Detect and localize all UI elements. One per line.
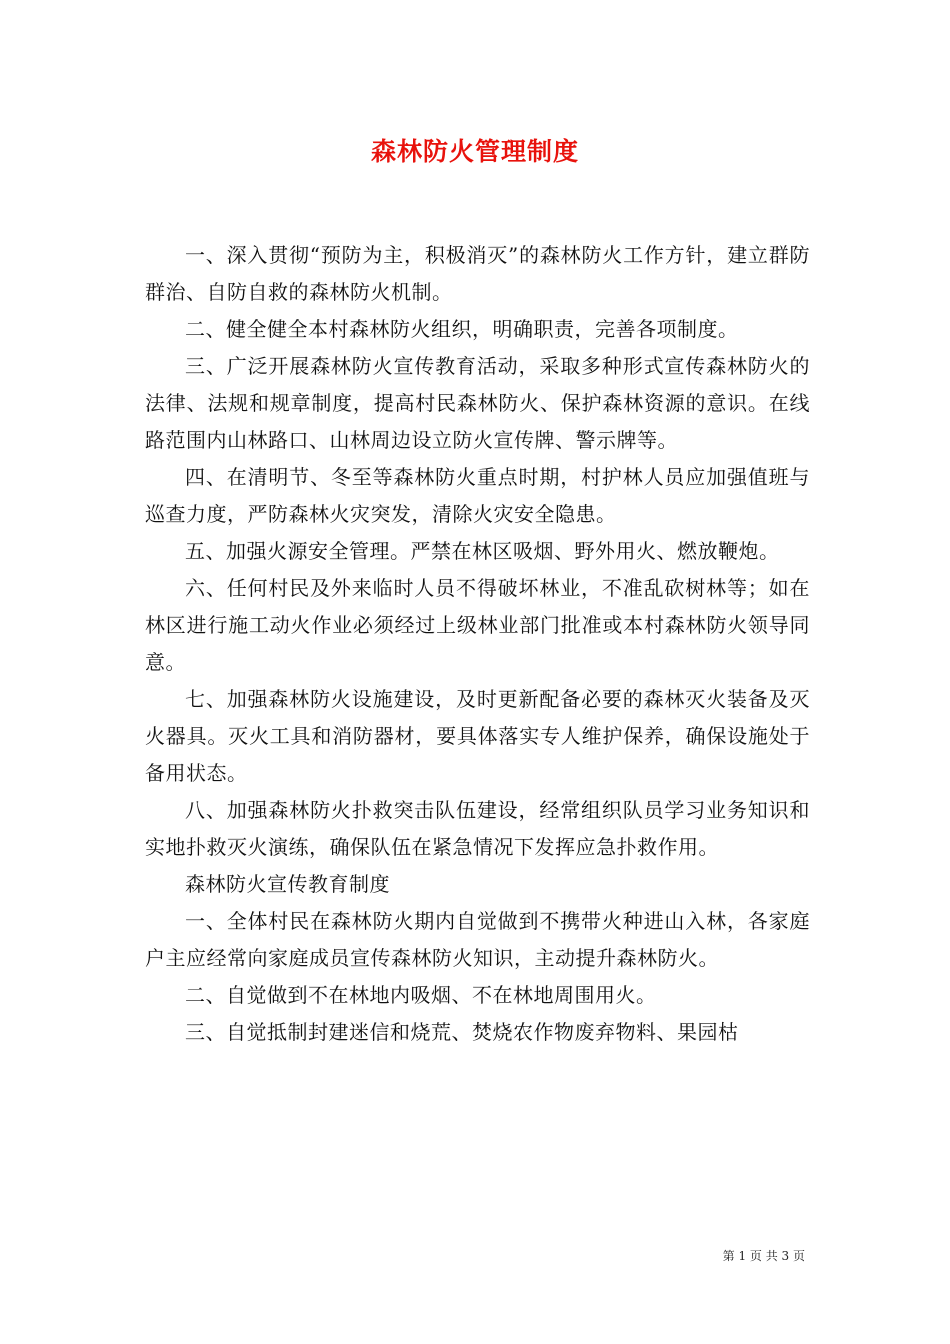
paragraph-10: 二、自觉做到不在林地内吸烟、不在林地周围用火。 bbox=[185, 983, 657, 1007]
document-title: 森林防火管理制度 bbox=[370, 137, 579, 166]
paragraph-4: 四、在清明节、冬至等森林防火重点时期，村护林人员应加强值班与巡查力度，严防森林火灾突发，清除火灾安全隐患。 bbox=[145, 465, 810, 526]
paragraph-11: 三、自觉抵制封建迷信和烧荒、焚烧农作物废弃物料、果园枯 bbox=[185, 1020, 739, 1044]
paragraph-1: 一、深入贯彻“预防为主，积极消灭”的森林防火工作方针，建立群防群治、自防自救的森林防火机制。 bbox=[145, 243, 810, 304]
paragraph-7: 七、加强森林防火设施建设，及时更新配备必要的森林灭火装备及灭火器具。灭火工具和消防器材，要具体落实专人维护保养，确保设施处于备用状态。 bbox=[145, 687, 810, 785]
section-heading: 森林防火宣传教育制度 bbox=[185, 872, 390, 896]
paragraph-9: 一、全体村民在森林防火期内自觉做到不携带火种进山入林，各家庭户主应经常向家庭成员宣传森林防火知识，主动提升森林防火。 bbox=[145, 909, 810, 970]
paragraph-8: 八、加强森林防火扑救突击队伍建设，经常组织队员学习业务知识和实地扑救灭火演练，确保队伍在紧急情况下发挥应急扑救作用。 bbox=[145, 798, 810, 859]
paragraph-2: 二、健全健全本村森林防火组织，明确职责，完善各项制度。 bbox=[185, 317, 739, 341]
page-number-footer: 第 1 页 共 3 页 bbox=[722, 1249, 805, 1263]
paragraph-6: 六、任何村民及外来临时人员不得破坏林业，不准乱砍树林等；如在林区进行施工动火作业必须经过上级林业部门批准或本村森林防火领导同意。 bbox=[145, 576, 810, 674]
paragraph-5: 五、加强火源安全管理。严禁在林区吸烟、野外用火、燃放鞭炮。 bbox=[185, 539, 780, 563]
document-body bbox=[145, 237, 810, 1051]
paragraph-3: 三、广泛开展森林防火宣传教育活动，采取多种形式宣传森林防火的法律、法规和规章制度，提高村民森林防火、保护森林资源的意识。在线路范围内山林路口、山林周边设立防火宣传牌、警示牌等。 bbox=[145, 354, 810, 452]
